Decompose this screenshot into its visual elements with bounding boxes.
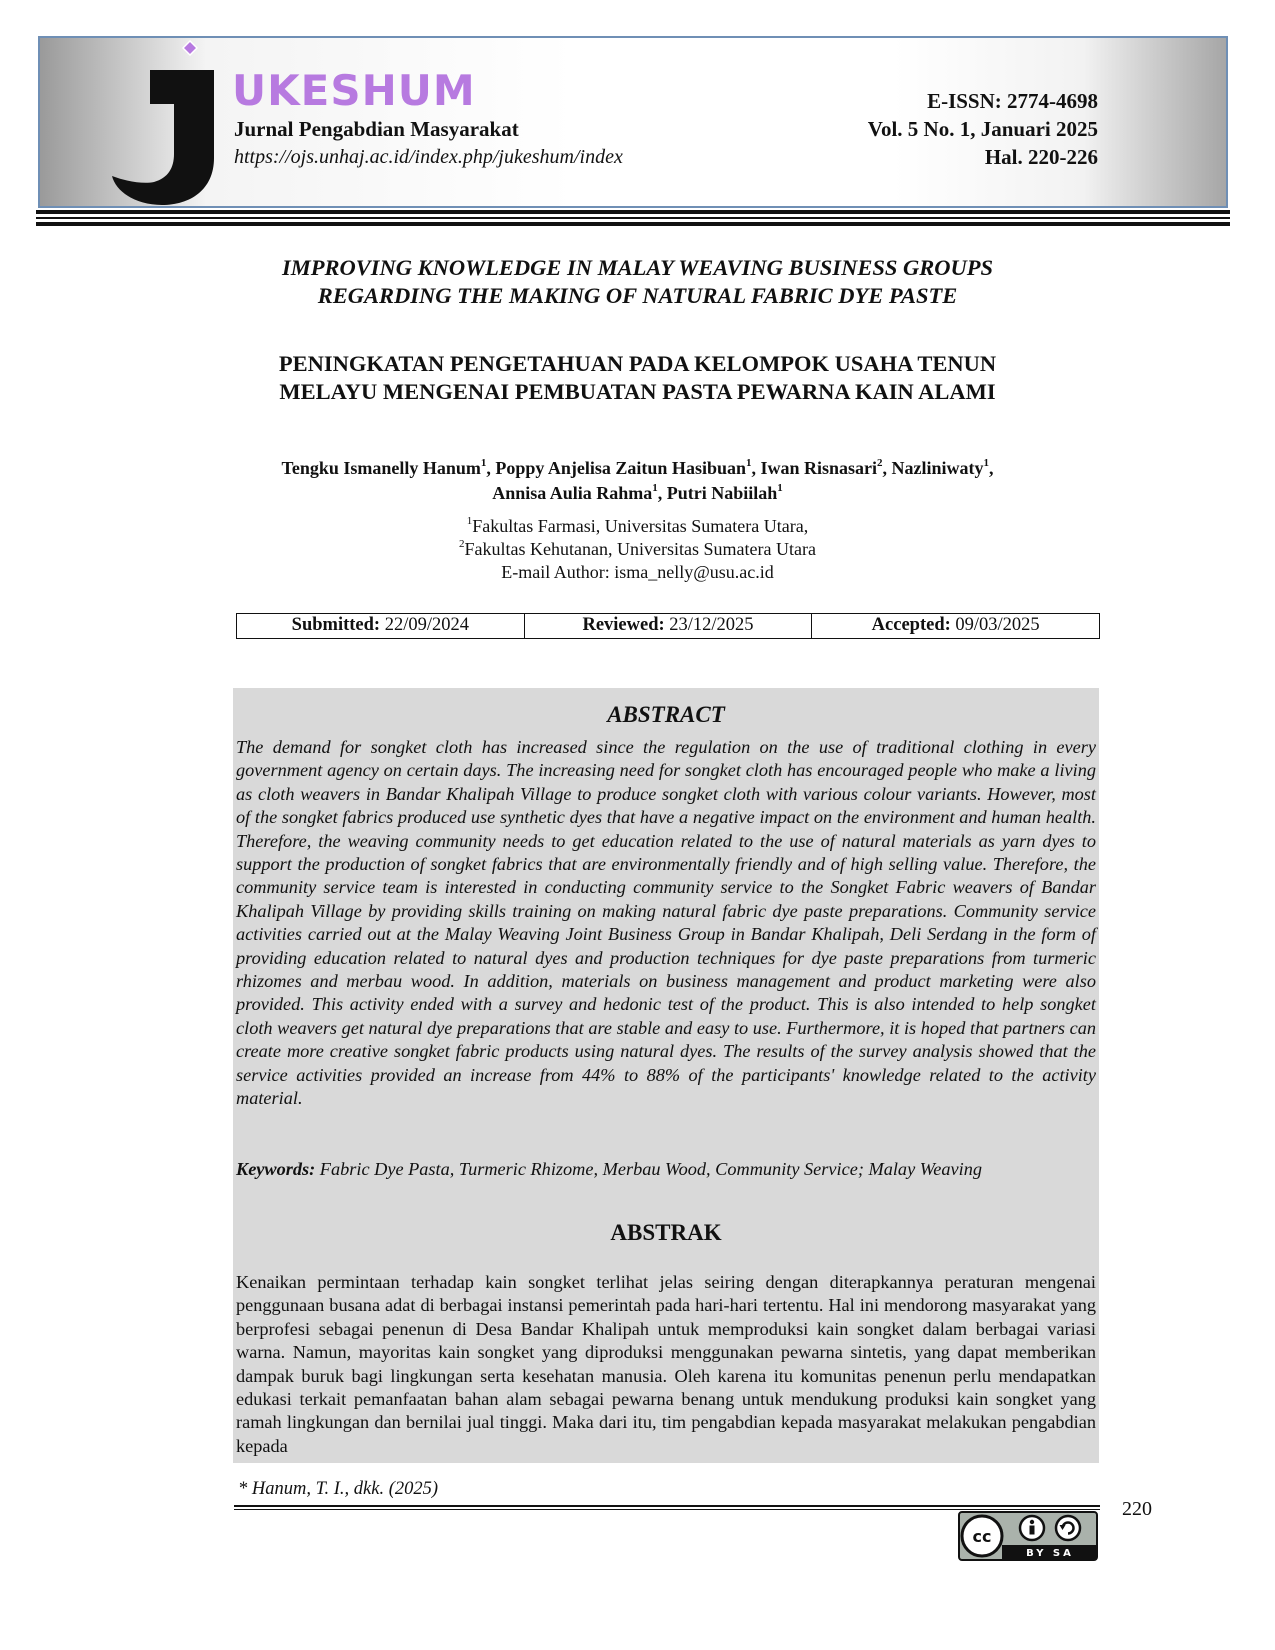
diamond-icon [182, 40, 198, 56]
author-affiliation-mark: 1 [652, 482, 658, 494]
affiliation-mark: 2 [459, 538, 465, 550]
author-separator: , [657, 483, 667, 503]
author-name: Poppy Anjelisa Zaitun Hasibuan [495, 458, 746, 478]
submitted-cell [237, 614, 524, 638]
author-affiliation-mark: 1 [745, 457, 752, 469]
accepted-date: 09/03/2025 [955, 615, 1040, 635]
abstract-heading: ABSTRACT [607, 702, 725, 727]
author-line-2 [0, 481, 1275, 506]
author-line-1 [0, 456, 1275, 481]
author-name: Annisa Aulia Rahma [492, 483, 653, 503]
author-separator: , [989, 458, 994, 478]
journal-j-logo [110, 70, 230, 205]
journal-subtitle: Jurnal Pengabdian Masyarakat [234, 117, 519, 141]
submission-dates-table [236, 613, 1100, 639]
abstrak-heading: ABSTRAK [610, 1220, 722, 1245]
license-badge-text: BY SA [1026, 1548, 1074, 1559]
volume-info: Vol. 5 No. 1, Januari 2025 [867, 117, 1098, 141]
author-name: Nazliniwaty [891, 458, 984, 478]
page-number: 220 [1122, 1498, 1152, 1520]
header-rule-bottom [36, 222, 1230, 226]
header-rule-thin [36, 217, 1230, 219]
reviewed-cell [524, 614, 812, 638]
author-separator: , [751, 458, 761, 478]
title-english-line1: IMPROVING KNOWLEDGE IN MALAY WEAVING BUSINESS GROUPS [281, 255, 993, 280]
abstrak-text: Kenaikan permintaan terhadap kain songket terlihat jelas seiring dengan diterapkannya peraturan mengenai penggunaan busana adat di berbagai instansi pemerintah pada hari-hari tertentu. Hal ini mendorong masyarakat yang berprofesi sebagai penenun di Desa Bandar Khalipah untuk memproduksi kain songket dalam berbagai variasi warna. Namun, mayoritas kain songket yang diproduksi menggunakan pewarna sintetis, yang dapat memberikan dampak buruk bagi lingkungan serta kesehatan manusia. Oleh karena itu komunitas penenun perlu mendapatkan edukasi terkait pemanfaatan bahan alam sebagai pewarna benang untuk mendukung produksi kain songket yang ramah lingkungan dan bernilai jual tinggi. Maka dari itu, tim pengabdian kepada masyarakat melakukan pengabdian kepada [236, 1272, 1096, 1456]
title-indonesian [0, 350, 1275, 406]
author-name: Tengku Ismanelly Hanum [281, 458, 481, 478]
affiliation-mark: 1 [466, 515, 473, 527]
affiliations [0, 515, 1275, 584]
author-affiliation-mark: 2 [877, 457, 883, 469]
title-indonesian-line2: MELAYU MENGENAI PEMBUATAN PASTA PEWARNA KAIN ALAMI [279, 379, 996, 404]
affiliation-item [0, 515, 1275, 538]
svg-text:cc: cc [972, 1527, 992, 1546]
accepted-cell [811, 614, 1099, 638]
footer-rule-thin [234, 1509, 1100, 1510]
author-separator: , [882, 458, 892, 478]
author-name: Iwan Risnasari [760, 458, 878, 478]
reviewed-label: Reviewed: [582, 615, 665, 635]
journal-url[interactable]: https://ojs.unhaj.ac.id/index.php/jukeshum/index [234, 146, 623, 168]
title-english [0, 254, 1275, 310]
author-list [0, 456, 1275, 506]
submitted-date: 22/09/2024 [384, 615, 469, 635]
author-affiliation-mark: 1 [480, 457, 487, 469]
abstract-box [233, 688, 1099, 1463]
author-affiliation-mark: 1 [777, 482, 783, 494]
affiliation-text: Fakultas Kehutanan, Universitas Sumatera Utara [464, 539, 816, 559]
keywords-text: Fabric Dye Pasta, Turmeric Rhizome, Merbau Wood, Community Service; Malay Weaving [319, 1159, 983, 1179]
cc-by-sa-icon[interactable] [958, 1511, 1098, 1561]
author-affiliation-mark: 1 [983, 457, 990, 469]
abstract-text: The demand for songket cloth has increased since the regulation on the use of traditional clothing in every government agency on certain days. The increasing need for songket cloth has encouraged people who make a living as cloth weavers in Bandar Khalipah Village to produce songket cloth with various colour variants. However, most of the songket fabrics produced use synthetic dyes that have a negative impact on the environment and human health. Therefore, the weaving community needs to get education related to the use of natural materials as yarn dyes to support the production of songket fabrics that are environmentally friendly and of high selling value. Therefore, the community service team is interested in conducting community service to the Songket Fabric weavers of Bandar Khalipah Village by providing skills training on making natural fabric dye paste preparations. Community service activities carried out at the Malay Weaving Joint Business Group in Bandar Khalipah, Deli Serdang in the form of providing education related to natural dyes and production techniques for dye paste preparations from turmeric rhizomes and merbau wood. In addition, materials on business management and product marketing were also provided. This activity ended with a survey and hedonic test of the product. This is also intended to help songket cloth weavers get natural dye preparations that are stable and easy to use. Furthermore, it is hoped that partners can create more creative songket fabric products using natural dyes. The results of the survey analysis showed that the service activities provided an increase from 44% to 88% of the participants' knowledge related to the activity material. [236, 737, 1096, 1109]
affiliation-text: Fakultas Farmasi, Universitas Sumatera Utara, [472, 516, 809, 536]
keywords [236, 1158, 1096, 1181]
author-name: Putri Nabiilah [666, 483, 778, 503]
journal-name: UKESHUM [232, 66, 476, 115]
footer-citation: * Hanum, T. I., dkk. (2025) [238, 1479, 439, 1499]
author-email[interactable]: E-mail Author: isma_nelly@usu.ac.id [501, 562, 774, 582]
title-indonesian-line1: PENINGKATAN PENGETAHUAN PADA KELOMPOK USAHA TENUN [278, 351, 997, 376]
accepted-label: Accepted: [871, 615, 951, 635]
page-range: Hal. 220-226 [984, 145, 1098, 169]
author-separator: , [486, 458, 496, 478]
keywords-label: Keywords: [236, 1159, 316, 1179]
reviewed-date: 23/12/2025 [669, 615, 754, 635]
affiliation-item [0, 538, 1275, 561]
header-rule [36, 210, 1230, 214]
eissn: E-ISSN: 2774-4698 [927, 89, 1098, 113]
title-english-line2: REGARDING THE MAKING OF NATURAL FABRIC DYE PASTE [317, 283, 958, 308]
submitted-label: Submitted: [291, 615, 381, 635]
footer-rule [234, 1505, 1100, 1507]
